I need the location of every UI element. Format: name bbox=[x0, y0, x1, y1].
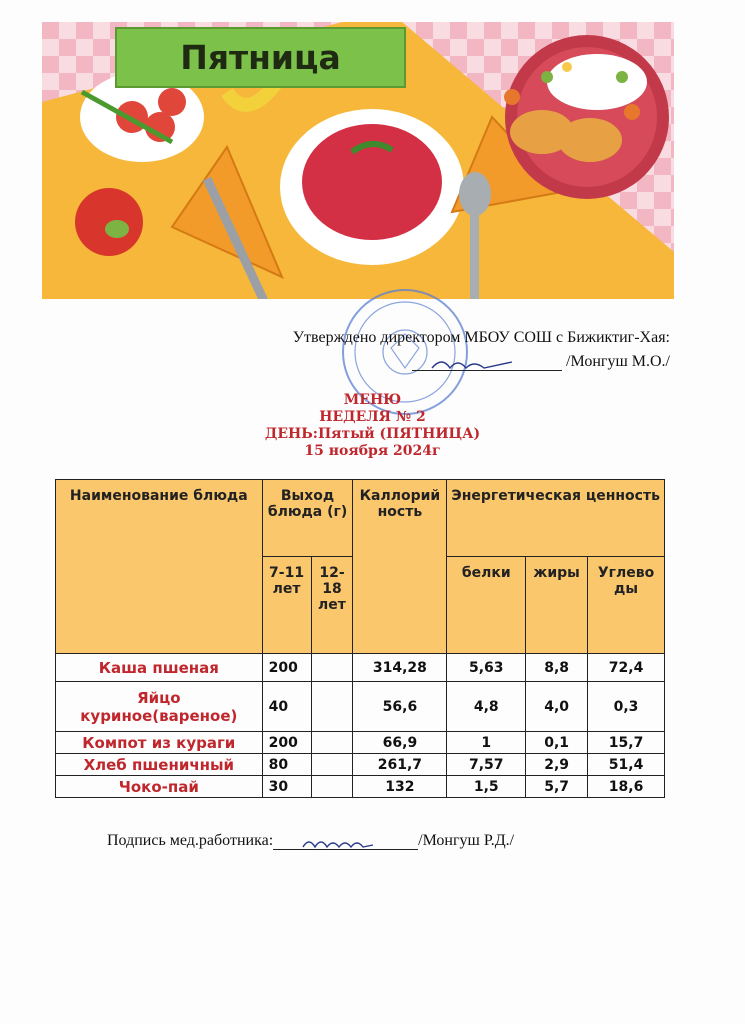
header-protein: белки bbox=[447, 557, 526, 654]
table-row bbox=[56, 682, 665, 732]
dish-name: Яйцо куриное(вареное) bbox=[56, 682, 263, 732]
dish-name: Чоко-пай bbox=[56, 776, 263, 798]
calories-value: 56,6 bbox=[353, 682, 447, 732]
output-7-11: 40 bbox=[262, 682, 311, 732]
table-row bbox=[56, 732, 665, 754]
approval-block bbox=[293, 329, 670, 371]
carbs-value: 0,3 bbox=[588, 682, 665, 732]
table-row bbox=[56, 654, 665, 682]
header-output: Выход блюда (г) bbox=[262, 480, 353, 557]
director-signature-line bbox=[412, 356, 562, 371]
header-age-7-11: 7-11 лет bbox=[262, 557, 311, 654]
menu-date: 15 ноября 2024г bbox=[304, 443, 441, 459]
medical-signature-line bbox=[273, 835, 418, 850]
medical-worker-name: /Монгуш Р.Д./ bbox=[418, 832, 515, 849]
medical-signature-block bbox=[107, 832, 514, 850]
calories-value: 314,28 bbox=[353, 654, 447, 682]
calories-value: 261,7 bbox=[353, 754, 447, 776]
medical-signature-label: Подпись мед.работника: bbox=[107, 832, 274, 849]
day-label: ДЕНЬ:Пятый (ПЯТНИЦА) bbox=[264, 426, 481, 442]
carbs-value: 18,6 bbox=[588, 776, 665, 798]
table-row bbox=[56, 754, 665, 776]
output-12-18 bbox=[311, 776, 353, 798]
output-12-18 bbox=[311, 654, 353, 682]
output-7-11: 30 bbox=[262, 776, 311, 798]
protein-value: 7,57 bbox=[447, 754, 526, 776]
header-age-12-18: 12-18 лет bbox=[311, 557, 353, 654]
output-7-11: 200 bbox=[262, 654, 311, 682]
carbs-value: 72,4 bbox=[588, 654, 665, 682]
output-12-18 bbox=[311, 754, 353, 776]
calories-value: 132 bbox=[353, 776, 447, 798]
output-7-11: 200 bbox=[262, 732, 311, 754]
carbs-value: 51,4 bbox=[588, 754, 665, 776]
protein-value: 5,63 bbox=[447, 654, 526, 682]
fat-value: 4,0 bbox=[526, 682, 588, 732]
table-row bbox=[56, 776, 665, 798]
fat-value: 8,8 bbox=[526, 654, 588, 682]
output-12-18 bbox=[311, 732, 353, 754]
menu-table bbox=[55, 479, 665, 798]
approval-text: Утверждено директором МБОУ СОШ с Бижиктиг-Хая: bbox=[292, 329, 670, 346]
protein-value: 4,8 bbox=[447, 682, 526, 732]
header-energy: Энергетическая ценность bbox=[447, 480, 665, 557]
output-7-11: 80 bbox=[262, 754, 311, 776]
header-calories: Каллорий ность bbox=[353, 480, 447, 654]
fat-value: 2,9 bbox=[526, 754, 588, 776]
header-dish: Наименование блюда bbox=[56, 480, 263, 654]
header-carbs: Углево ды bbox=[588, 557, 665, 654]
dish-name: Хлеб пшеничный bbox=[56, 754, 263, 776]
week-number: НЕДЕЛЯ № 2 bbox=[319, 409, 426, 425]
protein-value: 1,5 bbox=[447, 776, 526, 798]
carbs-value: 15,7 bbox=[588, 732, 665, 754]
protein-value: 1 bbox=[447, 732, 526, 754]
fat-value: 0,1 bbox=[526, 732, 588, 754]
day-title-badge bbox=[115, 27, 406, 88]
day-title: Пятница bbox=[180, 38, 341, 77]
dish-name: Каша пшеная bbox=[56, 654, 263, 682]
medical-signature bbox=[273, 835, 418, 851]
director-name: /Монгуш М.О./ bbox=[566, 353, 670, 370]
header-fat: жиры bbox=[526, 557, 588, 654]
calories-value: 66,9 bbox=[353, 732, 447, 754]
output-12-18 bbox=[311, 682, 353, 732]
fat-value: 5,7 bbox=[526, 776, 588, 798]
director-signature bbox=[412, 356, 562, 372]
dish-name: Компот из кураги bbox=[56, 732, 263, 754]
menu-heading bbox=[0, 392, 745, 460]
menu-title: МЕНЮ bbox=[343, 392, 402, 408]
